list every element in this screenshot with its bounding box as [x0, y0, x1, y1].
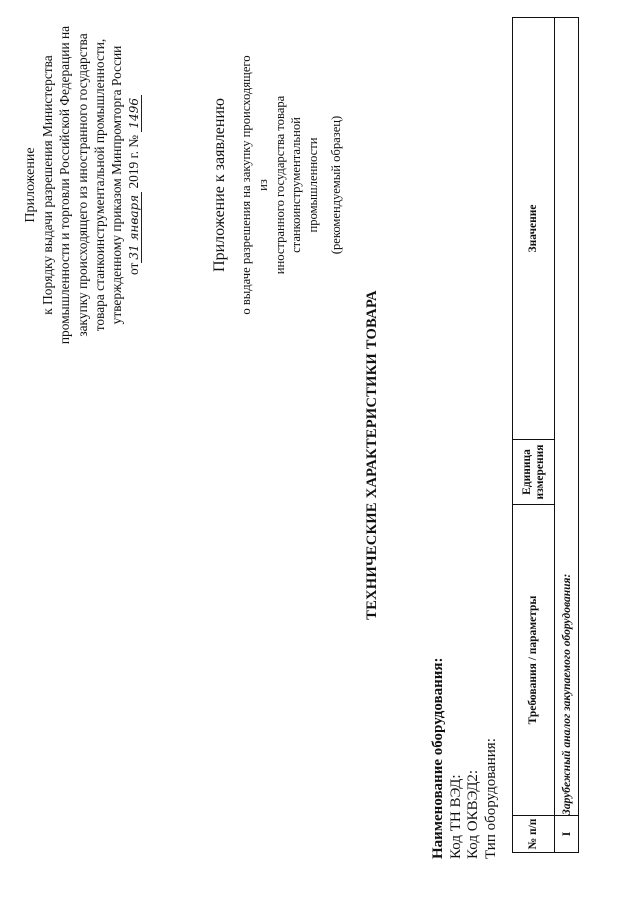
equipment-fields	[430, 459, 500, 859]
header-unit-line: измерения	[533, 444, 546, 500]
field-okved2-code: Код ОКВЭД2:	[465, 769, 482, 859]
date-prefix: от	[126, 262, 142, 275]
sample-note: (рекомендуемый образец)	[328, 115, 343, 255]
appendix-line: промышленности и торговли Российской Федерации на	[57, 25, 73, 345]
document-title: ТЕХНИЧЕСКИЕ ХАРАКТЕРИСТИКИ ТОВАРА	[364, 290, 380, 620]
application-appendix-heading: Приложение к заявлению	[211, 98, 228, 272]
row-group-label: Зарубежный аналог закупаемого оборудования:	[555, 18, 579, 816]
spec-table	[512, 17, 579, 853]
date-suffix: 2019 г. №	[126, 134, 142, 189]
header-unit	[513, 440, 555, 505]
spec-table-header-row	[513, 18, 555, 853]
header-requirements: Требования / параметры	[513, 505, 555, 816]
table-row	[555, 18, 579, 853]
application-appendix-line: о выдаче разрешения на закупку происходящего из	[239, 55, 270, 315]
field-equipment-type: Тип оборудования:	[482, 738, 499, 859]
header-num: № п/п	[513, 816, 555, 853]
appendix-line: закупку происходящего из иностранного государства	[74, 33, 90, 337]
application-appendix-block	[210, 55, 345, 315]
header-unit-line: Единица	[520, 449, 533, 495]
appendix-line: товара станкоинструментальной промышленности,	[91, 38, 107, 332]
appendix-line: утвержденному приказом Минпромторга России	[109, 45, 125, 325]
application-appendix-line: иностранного государства товара станкоинструментальной	[272, 95, 304, 275]
appendix-line: Приложение	[23, 147, 38, 223]
row-number: I	[555, 816, 579, 853]
appendix-date-line	[125, 15, 142, 355]
date-handwritten: 31 января	[127, 192, 142, 263]
number-handwritten: 1496	[127, 95, 142, 132]
appendix-block	[22, 15, 142, 355]
application-appendix-line: промышленности	[306, 137, 321, 233]
field-equipment-name: Наименование оборудования:	[430, 657, 446, 859]
appendix-line: к Порядку выдачи разрешения Министерства	[40, 55, 56, 315]
field-tn-ved-code: Код ТН ВЭД:	[447, 774, 464, 859]
header-value: Значение	[513, 18, 555, 440]
